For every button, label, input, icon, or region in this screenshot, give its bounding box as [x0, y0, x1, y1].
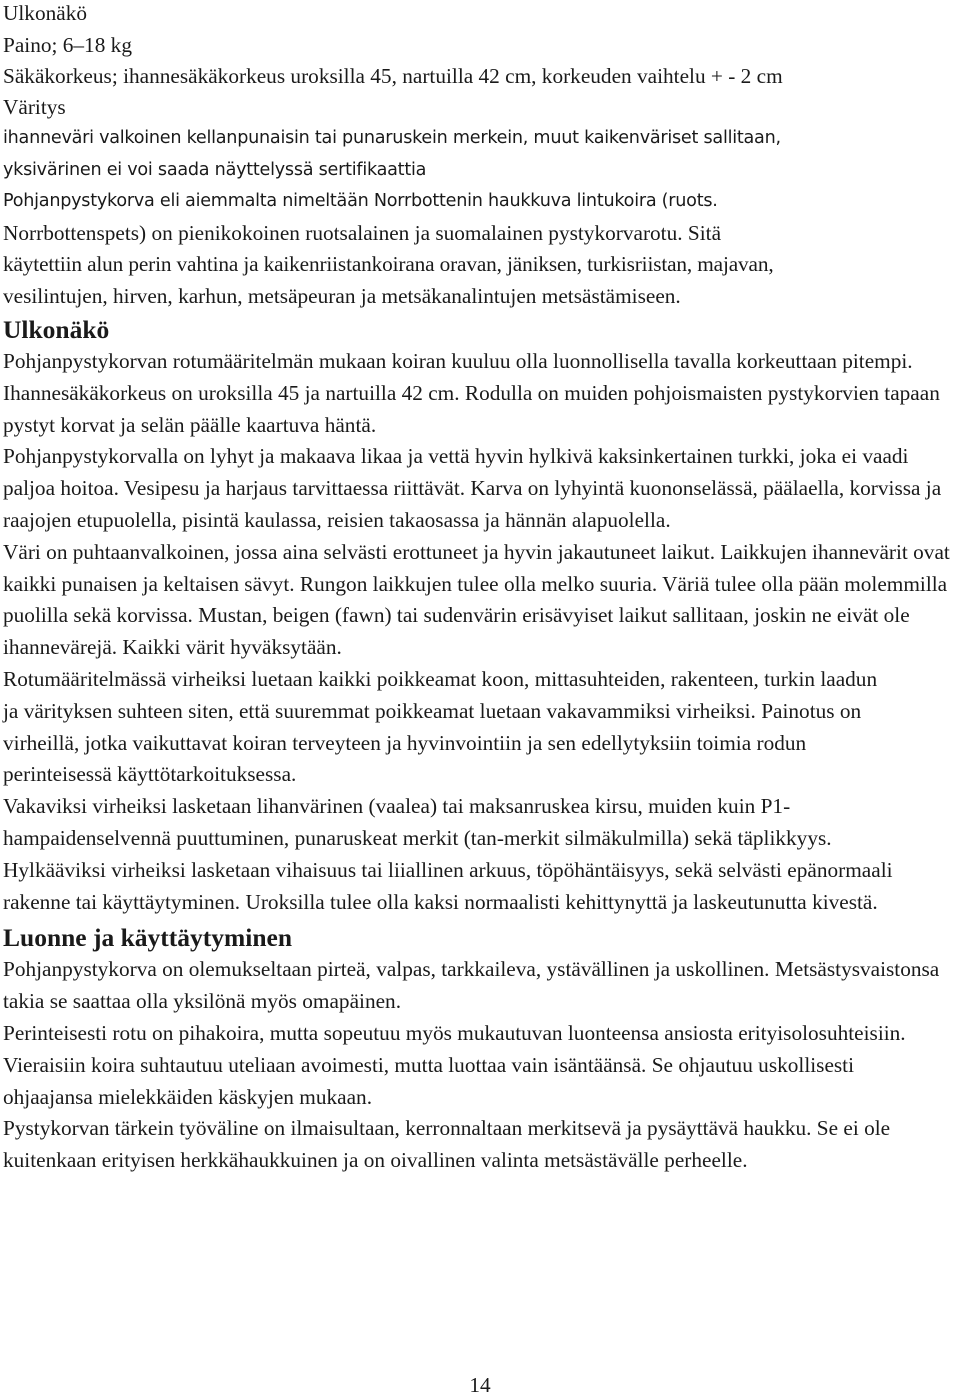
appearance-paragraph: Vakaviksi virheiksi lasketaan lihanvärinen (vaalea) tai maksanruskea kirsu, muiden kuin P1-hampaidenselvennä puuttuminen, punaruskeat merkit (tan-merkit silmäkulmilla) sekä täplikkyys.: [3, 794, 832, 850]
intro-line-3: käytettiin alun perin vahtina ja kaikenriistankoirana oravan, jäniksen, turkisriistan, majavan,: [3, 252, 774, 276]
color-line-1: ihanneväri valkoinen kellanpunaisin tai punaruskein merkein, muut kaikenväriset sallitaan,: [3, 128, 781, 148]
temperament-paragraph: Perinteisesti rotu on pihakoira, mutta sopeutuu myös mukautuvan luonteensa ansiosta erityisolosuhteisiin. Vieraisiin koira suhtautuu uteliaan avoimesti, mutta luottaa vain isäntäänsä. Se ohjautuu uskollisesti ohjaajansa mielekkäiden käskyjen mukaan.: [3, 1020, 906, 1109]
temperament-paragraph: Pohjanpystykorva on olemukseltaan pirteä, valpas, tarkkaileva, ystävällinen ja uskollinen. Metsästysvaistonsa takia se saattaa olla yksilönä myös omapäinen.: [3, 957, 940, 1014]
appearance-paragraph: Pohjanpystykorvalla on lyhyt ja makaava likaa ja vettä hyvin hylkivä kaksinkertainen turkki, joka ei vaadi paljoa hoitoa. Vesipesu ja harjaus tarvittaessa riittävät. Karva on lyhyintä kuononselässä, päälaella, korvissa ja raajojen etupuolella, pisintä kaulassa, reisien takaosassa ja hännän alapuolella.: [3, 444, 942, 532]
page-number: 14: [469, 1373, 491, 1397]
appearance-heading: Ulkonäkö: [3, 315, 110, 344]
weight-line: Paino; 6–18 kg: [3, 33, 132, 57]
appearance-paragraph: Väri on puhtaanvalkoinen, jossa aina selvästi erottuneet ja hyvin jakautuneet laikut. Laikkujen ihannevärit ovat kaikki punaisen ja keltaisen sävyt. Rungon laikkujen tulee olla melko suuria. Väriä tulee olla pään molemmilla puolilla sekä korvissa. Mustan, beigen (fawn) tai sudenvärin erisävyiset laikut sallitaan, joskin ne eivät ole ihannevärejä. Kaikki värit hyväksytään.: [3, 539, 950, 660]
temperament-paragraph: Pystykorvan tärkein työväline on ilmaisultaan, kerronnaltaan merkitsevä ja pysäyttävä haukku. Se ei ole kuitenkaan erityisen herkkähaukkuinen ja on oivallinen valinta metsästävälle perheelle.: [3, 1116, 891, 1173]
document-page: [3, 0, 958, 1177]
appearance-paragraph: Rotumääritelmässä virheiksi luetaan kaikki poikkeamat koon, mittasuhteiden, rakenteen, turkin laadun ja värityksen suhteen siten, että suuremmat poikkeamat luetaan vakavammiksi virheiksi. Painotus on virheillä, jotka vaikuttavat koiran terveyteen ja hyvinvointiin ja sen edellytyksiin toimia rodun perinteisessä käyttötarkoituksessa.: [3, 666, 878, 787]
intro-block: [3, 186, 958, 312]
color-line-2: yksivärinen ei voi saada näyttelyssä sertifikaattia: [3, 159, 427, 180]
intro-line-2: Norrbottenspets) on pienikokoinen ruotsalainen ja suomalainen pystykorvarotu. Sitä: [3, 220, 722, 245]
color-label: Väritys: [3, 95, 66, 119]
appearance-paragraph: Hylkääviksi virheiksi lasketaan vihaisuus tai liiallinen arkuus, töpöhäntäisyys, sekä selvästi epänormaali rakenne tai käyttäytyminen. Uroksilla tulee olla kaksi normaalisti kehittynyttä ja laskeutunutta kivestä.: [3, 857, 893, 914]
facts-block: [3, 30, 958, 186]
intro-line-4: vesilintujen, hirven, karhun, metsäpeuran ja metsäkanalintujen metsästämiseen.: [3, 283, 681, 308]
temperament-section: [3, 954, 943, 1177]
appearance-paragraph: Pohjanpystykorvan rotumääritelmän mukaan koiran kuuluu olla luonnollisella tavalla korkeuttaan pitempi. Ihannesäkäkorkeus on uroksilla 45 ja nartuilla 42 cm. Rodulla on muiden pohjoismaisten pystykorvien tapaan pystyt korvat ja selän päälle kaartuva häntä.: [3, 349, 940, 437]
temperament-heading: Luonne ja käyttäytyminen: [3, 923, 293, 953]
page-title: Ulkonäkö: [3, 1, 87, 25]
appearance-section: [3, 346, 958, 918]
height-line: Säkäkorkeus; ihannesäkäkorkeus uroksilla 45, nartuilla 42 cm, korkeuden vaihtelu + - 2 cm: [3, 64, 783, 88]
intro-line-1: Pohjanpystykorva eli aiemmalta nimeltään Norrbottenin haukkuva lintukoira (ruots.: [3, 191, 718, 211]
